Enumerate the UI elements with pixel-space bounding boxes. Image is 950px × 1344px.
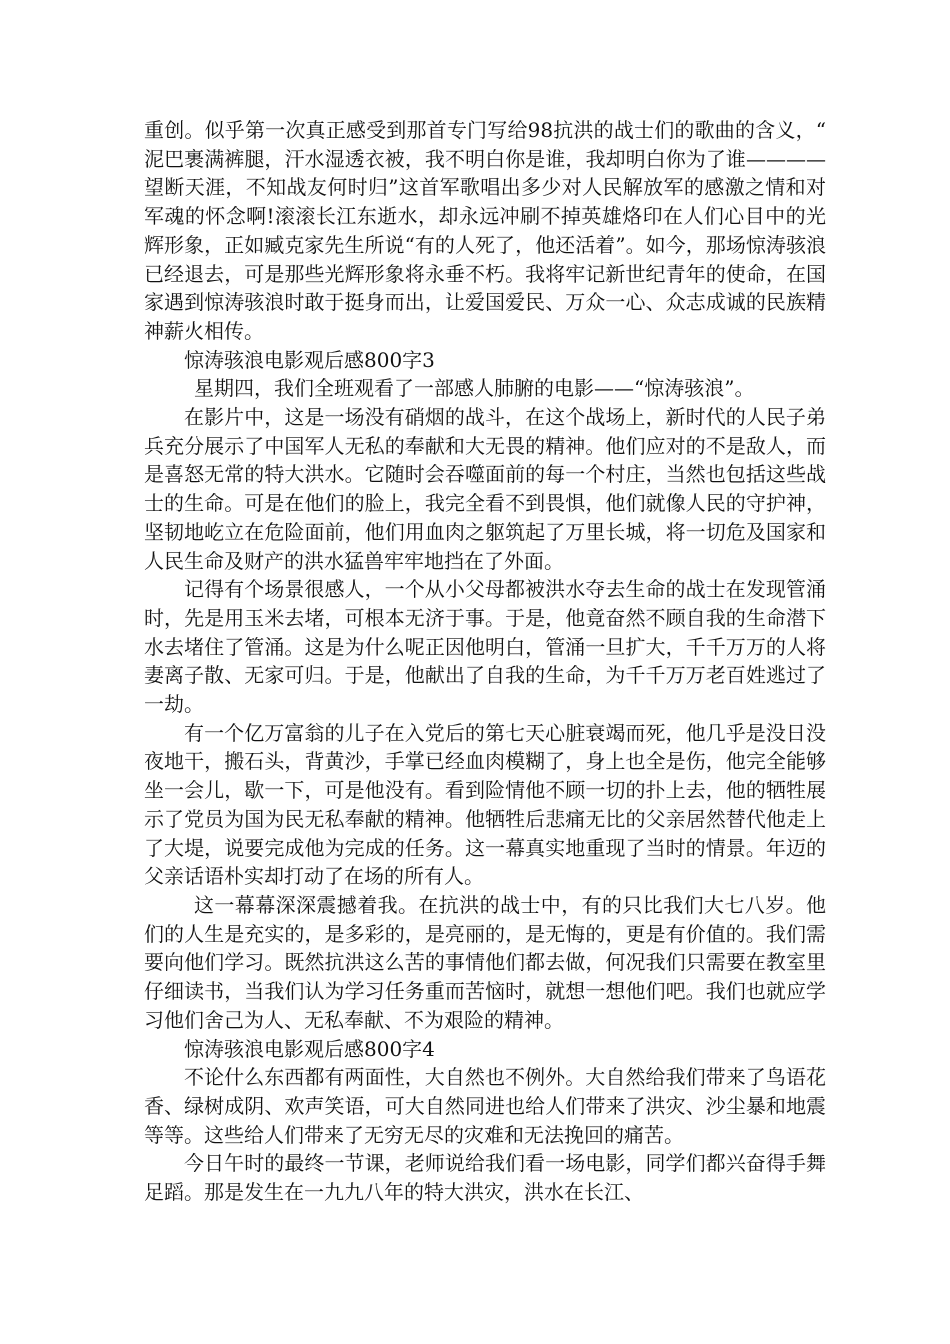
- paragraph: 记得有个场景很感人，一个从小父母都被洪水夺去生命的战士在发现管涌时，先是用玉米去堵，可根本无济于事。于是，他竟奋然不顾自我的生命潜下水去堵住了管涌。这是为什么呢正因他明白，管涌一旦扩大，千千万万的人将妻离子散、无家可归。于是，他献出了自我的生命，为千千万万老百姓逃过了一劫。: [144, 577, 826, 717]
- paragraph: 这一幕幕深深震撼着我。在抗洪的战士中，有的只比我们大七八岁。他们的人生是充实的，是多彩的，是亮丽的，是无悔的，更是有价值的。我们需要向他们学习。既然抗洪这么苦的事情他们都去做，何况我们只需要在教室里仔细读书，当我们认为学习任务重而苦恼时，就想一想他们吧。我们也就应学习他们舍己为人、无私奉献、不为艰险的精神。: [144, 892, 826, 1032]
- paragraph: 在影片中，这是一场没有硝烟的战斗，在这个战场上，新时代的人民子弟兵充分展示了中国军人无私的奉献和大无畏的精神。他们应对的不是敌人，而是喜怒无常的特大洪水。它随时会吞噬面前的每一个村庄，当然也包括这些战士的生命。可是在他们的脸上，我完全看不到畏惧，他们就像人民的守护神，坚韧地屹立在危险面前，他们用血肉之躯筑起了万里长城，将一切危及国家和人民生命及财产的洪水猛兽牢牢地挡在了外面。: [144, 405, 826, 573]
- paragraph: 今日午时的最终一节课，老师说给我们看一场电影，同学们都兴奋得手舞足蹈。那是发生在一九九八年的特大洪灾，洪水在长江、: [144, 1151, 826, 1205]
- paragraph: 不论什么东西都有两面性，大自然也不例外。大自然给我们带来了鸟语花香、绿树成阴、欢声笑语，可大自然同进也给人们带来了洪灾、沙尘暴和地震等等。这些给人们带来了无穷无尽的灾难和无法挽回的痛苦。: [144, 1065, 826, 1147]
- paragraph: 有一个亿万富翁的儿子在入党后的第七天心脏衰竭而死，他几乎是没日没夜地干，搬石头，背黄沙，手掌已经血肉模糊了，身上也全是伤，他完全能够坐一会儿，歇一下，可是他没有。看到险情他不顾一切的扑上去，他的牺牲展示了党员为国为民无私奉献的精神。他牺牲后悲痛无比的父亲居然替代他走上了大堤，说要完成他为完成的任务。这一幕真实地重现了当时的情景。年迈的父亲话语朴实却打动了在场的所有人。: [144, 720, 826, 889]
- section-heading-4: 惊涛骇浪电影观后感800字4: [184, 1036, 435, 1061]
- document-page: [144, 116, 826, 1207]
- section-heading-3: 惊涛骇浪电影观后感800字3: [184, 347, 435, 372]
- paragraph-continued: 重创。似乎第一次真正感受到那首专门写给98抗洪的战士们的歌曲的含义，“泥巴裹满裤腿，汗水湿透衣被，我不明白你是谁，我却明白你为了谁————望断天涯，不知战友何时归”这首军歌唱出多少对人民解放军的感激之情和对军魂的怀念啊!滚滚长江东逝水，却永远冲刷不掉英雄烙印在人们心目中的光辉形象，正如臧克家先生所说“有的人死了，他还活着”。如今，那场惊涛骇浪已经退去，可是那些光辉形象将永垂不朽。我将牢记新世纪青年的使命，在国家遇到惊涛骇浪时敢于挺身而出，让爱国爱民、万众一心、众志成诚的民族精神薪火相传。: [144, 118, 826, 343]
- paragraph: 星期四，我们全班观看了一部感人肺腑的电影——“惊涛骇浪”。: [194, 376, 755, 401]
